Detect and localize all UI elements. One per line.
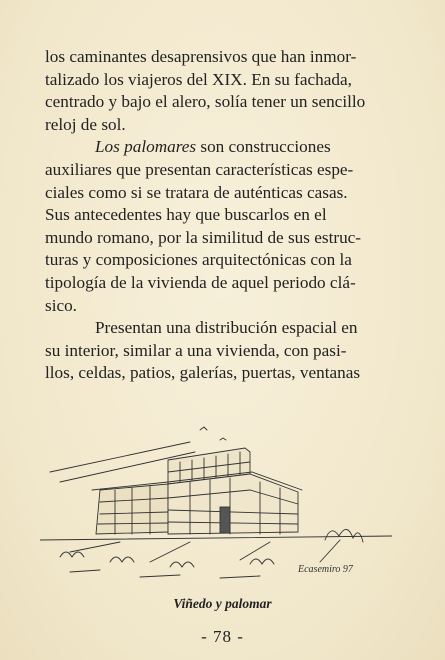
paragraph-1: los caminantes desaprensivos que han inmor- talizado los viajeros del XIX. En su fachada, centrado y bajo el alero, solía tener un sencillo reloj de sol.	[45, 47, 366, 134]
page-number: - 78 -	[201, 627, 244, 646]
vineyard-dovecote-sketch	[40, 412, 392, 592]
paragraph-2: Los palomares son construcciones auxiliares que presentan características espe- ciales como si se tratara de auténticas casas. Sus antecedentes hay que buscarlos en el mundo romano, por la similitud de sus estruc- turas y composiciones arquitectónicas con la tipología de la vivienda de aquel periodo clá- sico.	[45, 137, 362, 315]
artist-signature: Ecasemiro 97	[298, 564, 353, 575]
body-text	[45, 46, 386, 385]
bird-icon	[200, 427, 207, 430]
paragraph-3: Presentan una distribución espacial en su interior, similar a una vivienda, con pasi- llos, celdas, patios, galerías, puertas, ventanas	[45, 318, 361, 383]
bird-icon	[220, 438, 226, 440]
figure-caption: Viñedo y palomar	[173, 596, 272, 611]
term-palomares: Los palomares	[95, 137, 197, 157]
